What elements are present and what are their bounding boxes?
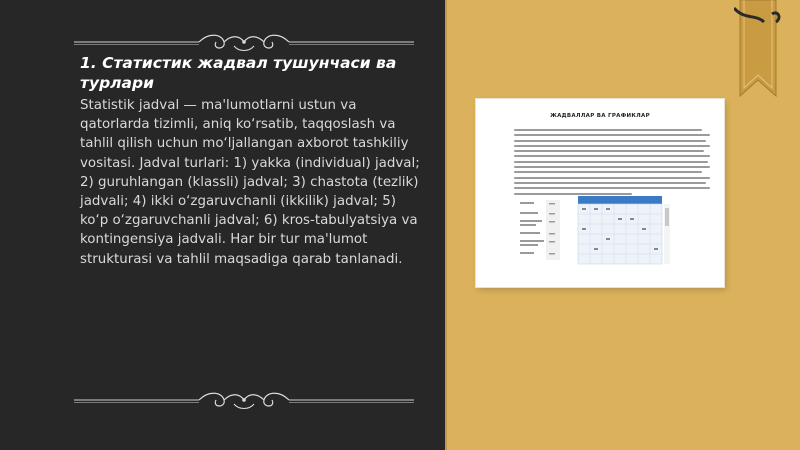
flourish-divider-icon bbox=[74, 30, 414, 54]
document-heading: ЖАДВАЛЛАР ВА ГРАФИКЛАР bbox=[550, 113, 650, 119]
document-table-thumbnail bbox=[516, 196, 686, 266]
panel-divider bbox=[445, 0, 447, 450]
slide-title: 1. Статистик жадвал тушунчаси ва турлари bbox=[80, 54, 397, 92]
document-image bbox=[476, 99, 724, 287]
bookmark-ribbon-icon bbox=[734, 0, 782, 110]
document-text-lines bbox=[514, 129, 710, 198]
slide-body-text: Statistik jadval — ma'lumotlarni ustun va qatorlarda tizimli, aniq ko‘rsatib, taqqoslash va tahlil qilish uchun mo‘ljallangan axborot tashkiliy vositasi. Jadval turlari: 1) yakka (individual) jadval; 2) guruhlangan (klassli) jadval; 3) chastota (tezlik) jadvali; 4) ikki o‘zgaruvchanli (ikkilik) jadval; 5) ko‘p o‘zgaruvchanli jadval; 6) kros-tabulyatsiya va kontingensiya jadvali. Har bir tur ma'lumot strukturasi va tahlil maqsadiga qarab tanlanadi. bbox=[80, 98, 420, 267]
flourish-divider-icon bbox=[74, 388, 414, 412]
